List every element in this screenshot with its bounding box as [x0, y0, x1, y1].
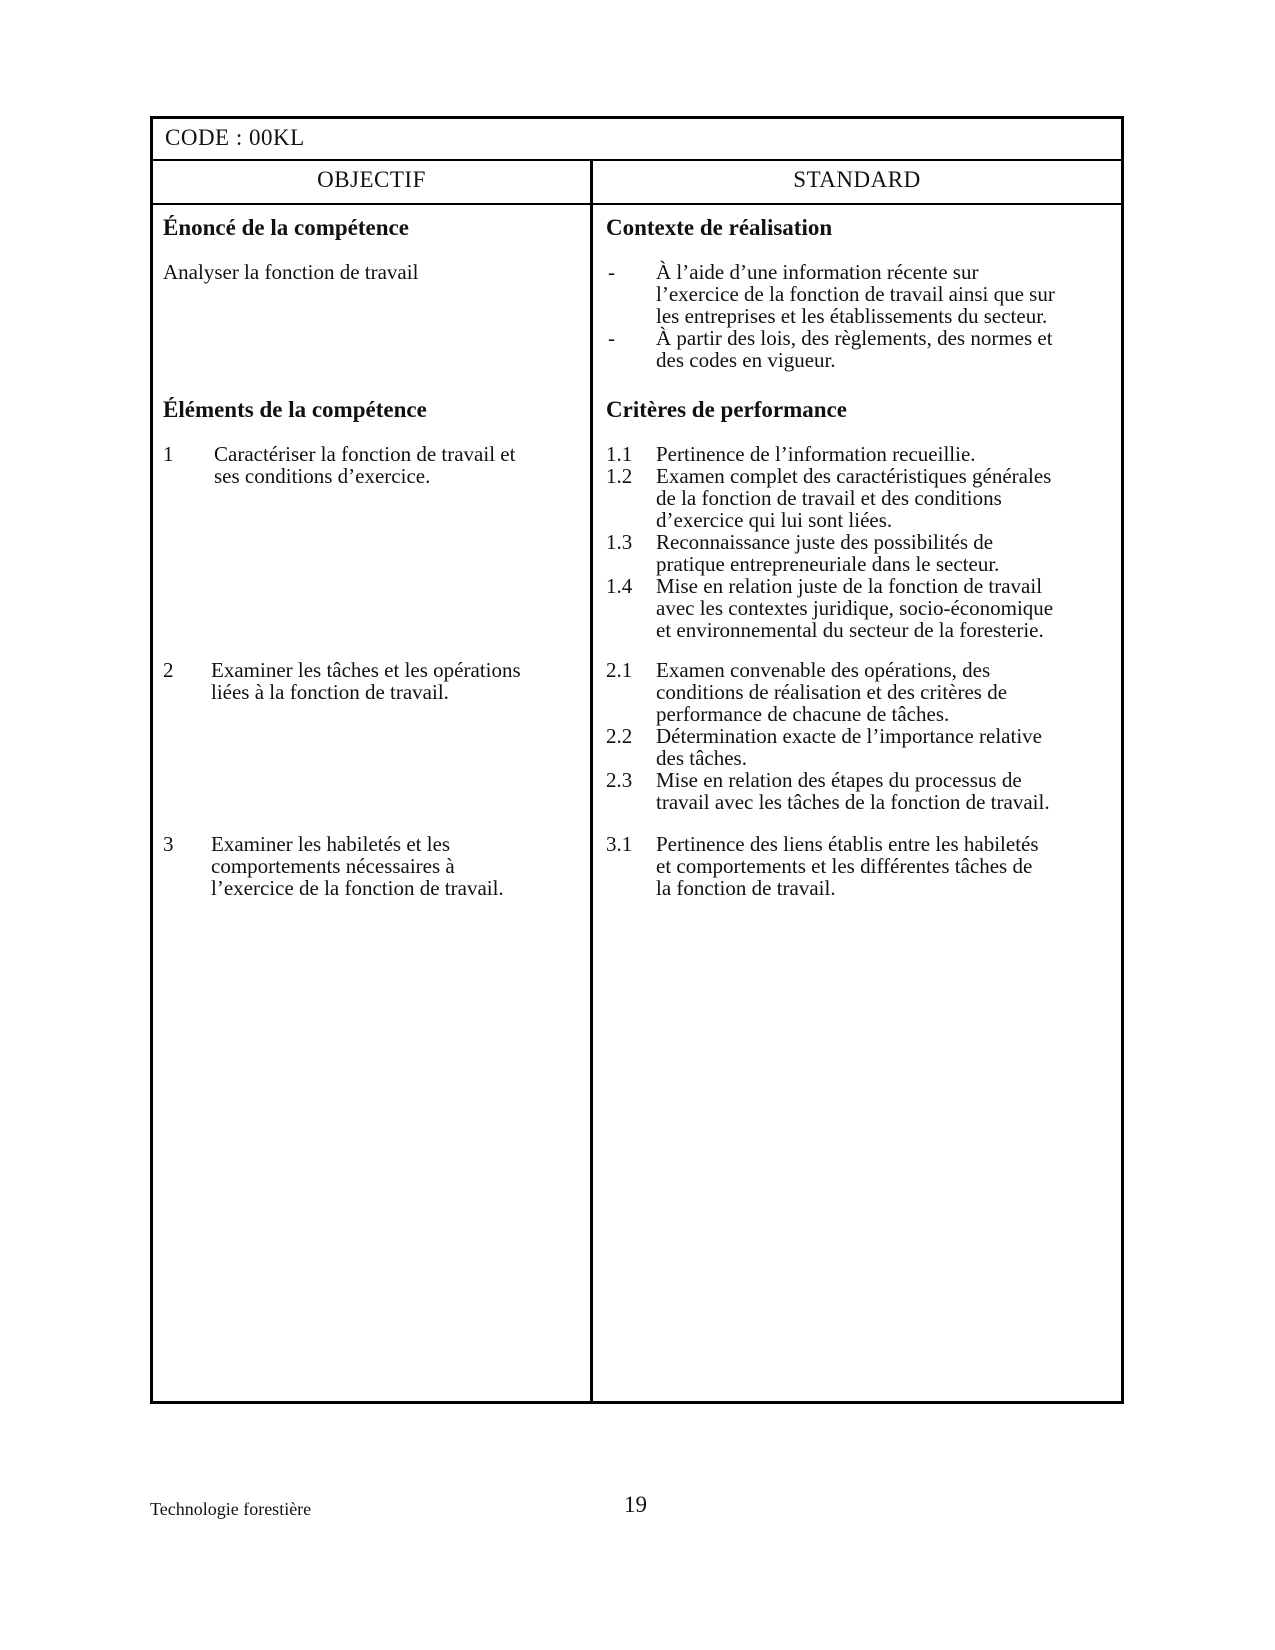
- critere-line: Pertinence de l’information recueillie.: [656, 442, 976, 466]
- element-line: Examiner les tâches et les opérations: [211, 658, 521, 682]
- element-line: Caractériser la fonction de travail et: [214, 442, 516, 466]
- critere-line: Reconnaissance juste des possibilités de: [656, 530, 994, 554]
- table-header-row: [153, 159, 1121, 205]
- element-line: l’exercice de la fonction de travail.: [211, 876, 504, 900]
- critere-line: Examen complet des caractéristiques générales: [656, 464, 1052, 488]
- critere-line: conditions de réalisation et des critères de: [656, 680, 1008, 704]
- enonce-title: Énoncé de la compétence: [163, 215, 409, 240]
- critere-line: travail avec les tâches de la fonction de travail.: [656, 790, 1050, 814]
- contexte-line: des codes en vigueur.: [656, 348, 836, 372]
- critere-number: 1.3: [606, 530, 633, 554]
- critere-line: Pertinence des liens établis entre les habiletés: [656, 832, 1039, 856]
- critere-line: des tâches.: [656, 746, 747, 770]
- element-line: liées à la fonction de travail.: [211, 680, 449, 704]
- criteres-title: Critères de performance: [606, 397, 847, 422]
- header-objectif: OBJECTIF: [317, 167, 426, 192]
- page-number: 19: [624, 1492, 647, 1517]
- contexte-line: les entreprises et les établissements du secteur.: [656, 304, 1048, 328]
- competency-table: [150, 116, 1124, 1404]
- critere-number: 2.3: [606, 768, 633, 792]
- critere-number: 1.2: [606, 464, 633, 488]
- element-number: 1: [163, 442, 174, 466]
- critere-line: de la fonction de travail et des conditions: [656, 486, 1002, 510]
- header-standard: STANDARD: [793, 167, 921, 192]
- critere-line: avec les contextes juridique, socio-économique: [656, 596, 1054, 620]
- bullet-dash: -: [608, 260, 615, 284]
- elements-title: Éléments de la compétence: [163, 397, 427, 422]
- critere-number: 3.1: [606, 832, 633, 856]
- element-number: 3: [163, 832, 174, 856]
- critere-line: Examen convenable des opérations, des: [656, 658, 991, 682]
- critere-line: et comportements et les différentes tâches de: [656, 854, 1033, 878]
- critere-number: 2.2: [606, 724, 633, 748]
- critere-line: Mise en relation juste de la fonction de travail: [656, 574, 1043, 598]
- critere-number: 2.1: [606, 658, 633, 682]
- element-number: 2: [163, 658, 174, 682]
- footer-title: Technologie forestière: [150, 1499, 312, 1519]
- enonce-text: Analyser la fonction de travail: [163, 260, 419, 284]
- contexte-line: l’exercice de la fonction de travail ainsi que sur: [656, 282, 1055, 306]
- element-line: comportements nécessaires à: [211, 854, 455, 878]
- critere-number: 1.1: [606, 442, 633, 466]
- critere-line: performance de chacune de tâches.: [656, 702, 950, 726]
- contexte-line: À l’aide d’une information récente sur: [656, 260, 979, 284]
- element-line: ses conditions d’exercice.: [214, 464, 431, 488]
- bullet-dash: -: [608, 326, 615, 350]
- critere-line: pratique entrepreneuriale dans le secteur.: [656, 552, 1000, 576]
- critere-line: Détermination exacte de l’importance relative: [656, 724, 1042, 748]
- critere-number: 1.4: [606, 574, 633, 598]
- element-line: Examiner les habiletés et les: [211, 832, 451, 856]
- contexte-line: À partir des lois, des règlements, des normes et: [656, 326, 1053, 350]
- column-divider: [590, 159, 593, 1401]
- critere-line: d’exercice qui lui sont liées.: [656, 508, 893, 532]
- critere-line: la fonction de travail.: [656, 876, 836, 900]
- critere-line: Mise en relation des étapes du processus de: [656, 768, 1022, 792]
- contexte-title: Contexte de réalisation: [606, 215, 833, 240]
- code-label: CODE : 00KL: [153, 119, 1121, 161]
- critere-line: et environnemental du secteur de la foresterie.: [656, 618, 1044, 642]
